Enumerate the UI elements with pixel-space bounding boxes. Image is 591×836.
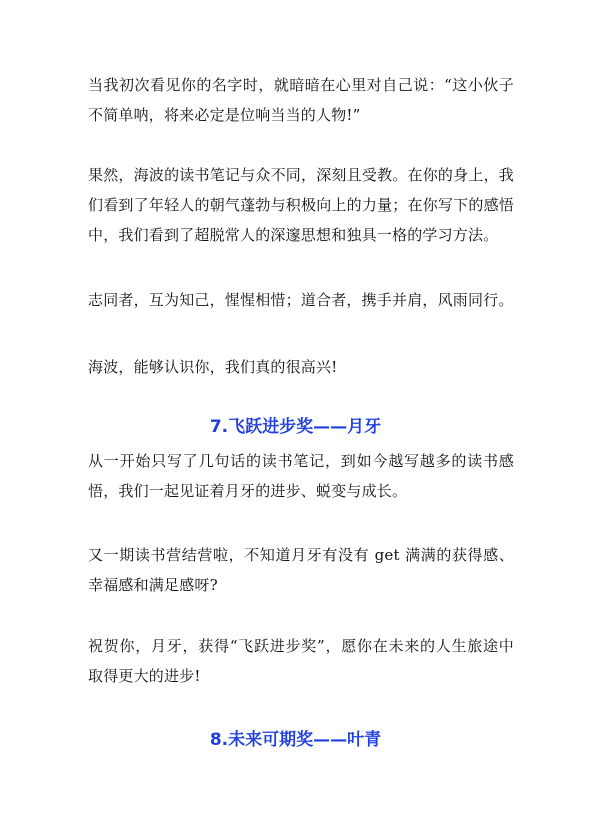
section-7-paragraph-1: 从一开始只写了几句话的读书笔记，到如今越写越多的读书感悟，我们一起见证着月牙的进步、蜕变与成长。 <box>88 452 514 500</box>
friendship-paragraph: 志同者，互为知己，惺惺相惜；道合者，携手并肩，风雨同行。 <box>88 291 514 309</box>
section-7-paragraph-2: 又一期读书营结营啦，不知道月牙有没有 get 满满的获得感、幸福感和满足感呀? <box>88 546 514 594</box>
section-7-heading: 7.飞跃进步奖——月牙 <box>209 417 382 437</box>
section-8-heading: 8.未来可期奖——叶青 <box>209 730 382 750</box>
section-7-paragraph-3: 祝贺你，月牙，获得“飞跃进步奖”，愿你在未来的人生旅途中取得更大的进步! <box>88 637 514 685</box>
closing-paragraph: 海波，能够认识你，我们真的很高兴! <box>88 358 338 376</box>
praise-paragraph: 果然，海波的读书笔记与众不同，深刻且受教。在你的身上，我们看到了年轻人的朝气蓬勃与积极向上的力量；在你写下的感悟中，我们看到了超脱常人的深邃思想和独具一格的学习方法。 <box>88 166 514 244</box>
intro-paragraph: 当我初次看见你的名字时，就暗暗在心里对自己说：“这小伙子不简单呐，将来必定是位响当当的人物!” <box>88 76 514 124</box>
